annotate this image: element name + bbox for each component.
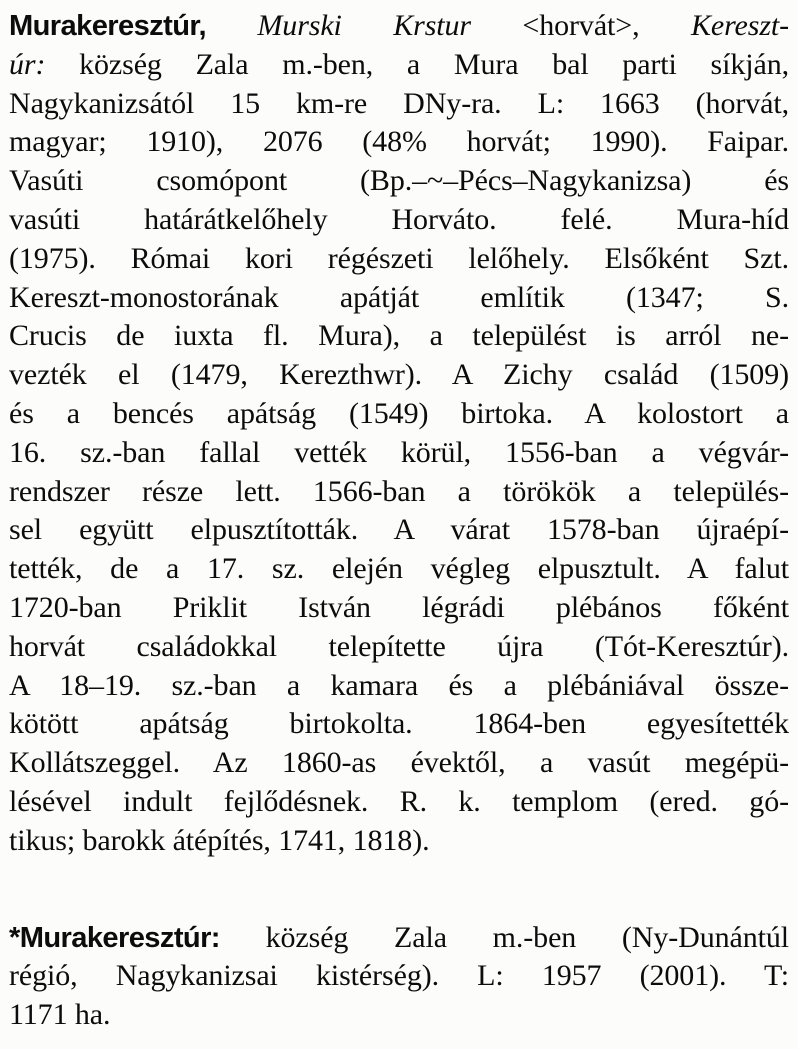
- entry-body-text: rendszer része lett. 1566-ban a törökök a település-: [9, 474, 789, 508]
- text-line: [9, 628, 789, 667]
- entry-body-text: 16. sz.-ban fallal vették körül, 1556-ban a végvár-: [9, 435, 789, 469]
- entry-body-text: Vasúti csomópont (Bp.–~–Pécs–Nagykanizsa) és: [9, 164, 789, 198]
- entry-body-text: Crucis de iuxta fl. Mura), a települést is arról ne-: [9, 319, 789, 353]
- entry-body-text: kötött apátság birtokolta. 1864-ben egyesítették: [9, 707, 789, 741]
- entry-body-text: (1975). Római kori régészeti lelőhely. Elsőként Szt.: [9, 241, 789, 275]
- entry-body-text: régió, Nagykanizsai kistérség). L: 1957 (2001). T:: [9, 959, 789, 993]
- text-line: [9, 744, 789, 783]
- text-line: [9, 85, 789, 124]
- text-line: [9, 317, 789, 356]
- entry-body-text: község Zala m.-ben, a Mura bal parti síkján,: [45, 47, 789, 81]
- text-line: [9, 822, 789, 861]
- text-line: [9, 783, 789, 822]
- entry-body-text: lésével indult fejlődésnek. R. k. templom (ered. gó-: [9, 784, 789, 818]
- text-line: [9, 162, 789, 201]
- text-line: [9, 996, 789, 1035]
- entry-body-text: [206, 9, 257, 42]
- headword-text: *Murakeresztúr:: [9, 921, 220, 954]
- entry-murakeresztur-main: [9, 7, 789, 861]
- entry-body-text: község Zala m.-ben (Ny-Dunántúl: [219, 920, 789, 954]
- entry-body-text: sel együtt elpusztították. A várat 1578-ban újraépí-: [9, 513, 789, 547]
- entry-body-text: tették, de a 17. sz. elején végleg elpusztult. A falut: [9, 552, 789, 586]
- text-line: [9, 919, 789, 958]
- text-line: [9, 589, 789, 628]
- entry-body-text: Kollátszeggel. Az 1860-as évektől, a vasút megépü-: [9, 746, 789, 780]
- entry-body-text: Nagykanizsától 15 km-re DNy-ra. L: 1663 (horvát,: [9, 86, 789, 120]
- text-line: [9, 395, 789, 434]
- text-line: [9, 434, 789, 473]
- text-line: [9, 123, 789, 162]
- entry-body-text: 1171 ha.: [9, 998, 111, 1032]
- text-line: [9, 279, 789, 318]
- entry-body-text: vasúti határátkelőhely Horváto. felé. Mura-híd: [9, 202, 789, 236]
- text-line: [9, 667, 789, 706]
- variant-name-text: Kereszt-: [690, 9, 789, 42]
- entry-body-text: vezték el (1479, Kerezthwr). A Zichy család (1509): [9, 358, 789, 392]
- text-line: [9, 7, 789, 46]
- entry-body-text: tikus; barokk átépítés, 1741, 1818).: [9, 823, 430, 857]
- entry-body-text: és a bencés apátság (1549) birtoka. A kolostort a: [9, 396, 789, 430]
- entry-body-text: magyar; 1910), 2076 (48% horvát; 1990). Faipar.: [9, 125, 789, 159]
- text-line: [9, 356, 789, 395]
- text-line: [9, 473, 789, 512]
- entry-body-text: Kereszt-monostorának apátját említik (1347; S.: [9, 280, 789, 314]
- text-line: [9, 201, 789, 240]
- entry-body-text: A 18–19. sz.-ban a kamara és a plébániával össze-: [9, 668, 789, 702]
- entry-murakeresztur-secondary: [9, 919, 789, 1035]
- text-line: [9, 240, 789, 279]
- entry-body-text: 1720-ban Priklit István légrádi plébános főként: [9, 590, 789, 624]
- entry-body-text: horvát családokkal telepítette újra (Tót-Keresztúr).: [9, 629, 789, 663]
- variant-name-text: úr:: [9, 47, 46, 81]
- text-line: [9, 705, 789, 744]
- headword-text: Murakeresztúr,: [9, 10, 206, 42]
- text-line: [9, 46, 789, 85]
- variant-name-text: Murski Krstur: [257, 9, 471, 42]
- text-line: [9, 957, 789, 996]
- text-line: [9, 511, 789, 550]
- text-line: [9, 550, 789, 589]
- entry-body-text: <horvát>,: [471, 9, 691, 42]
